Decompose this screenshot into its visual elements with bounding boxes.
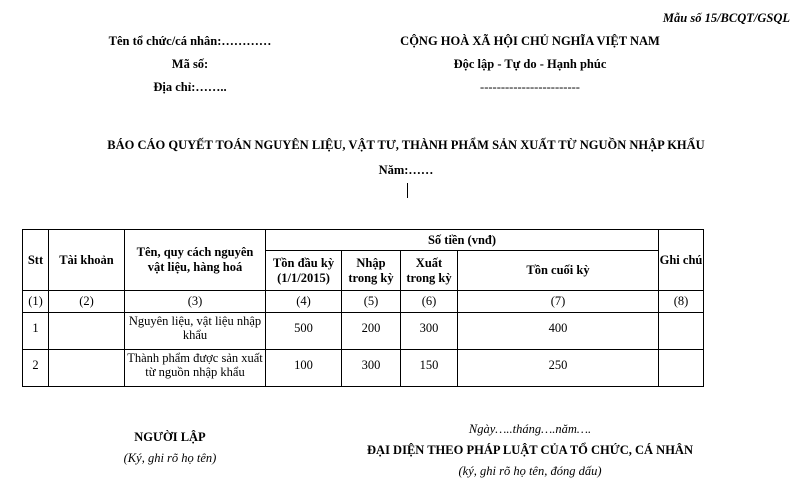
cell-closing: 400 (458, 313, 659, 350)
cell-item-name: Thành phẩm được sản xuất từ nguồn nhập khẩu (125, 350, 266, 387)
cell-account (49, 350, 125, 387)
header-amount-group: Số tiền (vnđ) (266, 230, 659, 251)
cell-stt: 2 (23, 350, 49, 387)
cell-imported: 300 (342, 350, 401, 387)
cell-exported: 150 (401, 350, 458, 387)
column-index-row (23, 291, 704, 313)
column-index: (1) (23, 291, 49, 313)
column-index: (5) (342, 291, 401, 313)
motto: Độc lập - Tự do - Hạnh phúc (453, 57, 607, 71)
column-index: (8) (659, 291, 704, 313)
header-item-name: Tên, quy cách nguyên vật liệu, hàng hoá (125, 230, 266, 291)
header-exported: Xuất trong kỳ (401, 251, 458, 291)
header-imported: Nhập trong kỳ (342, 251, 401, 291)
cell-item-name: Nguyên liệu, vật liệu nhập khẩu (125, 313, 266, 350)
preparer-title: NGƯỜI LẬP (134, 430, 206, 444)
nation-title: CỘNG HOÀ XÃ HỘI CHỦ NGHĨA VIỆT NAM (400, 34, 660, 48)
preparer-signature (100, 430, 240, 466)
column-index: (4) (266, 291, 342, 313)
header-separator: ------------------------ (480, 80, 580, 94)
column-index: (2) (49, 291, 125, 313)
form-code: Mẫu số 15/BCQT/GSQL (662, 11, 790, 25)
cell-account (49, 313, 125, 350)
header-note: Ghi chú (659, 230, 704, 291)
preparer-note: (Ký, ghi rõ họ tên) (123, 451, 217, 465)
address-label: Địa chỉ:…….. (153, 80, 227, 94)
cell-opening: 500 (266, 313, 342, 350)
header-opening: Tồn đầu kỳ (1/1/2015) (266, 251, 342, 291)
table-row (23, 313, 704, 350)
cell-imported: 200 (342, 313, 401, 350)
table-header-row (23, 230, 704, 251)
cell-opening: 100 (266, 350, 342, 387)
org-name-label: Tên tổ chức/cá nhân:………… (108, 34, 272, 48)
cell-exported: 300 (401, 313, 458, 350)
national-header (350, 33, 710, 102)
column-index: (7) (458, 291, 659, 313)
cell-note (659, 313, 704, 350)
report-title: BÁO CÁO QUYẾT TOÁN NGUYÊN LIỆU, VẬT TƯ, THÀNH PHẨM SẢN XUẤT TỪ NGUỒN NHẬP KHẨU (107, 138, 705, 152)
cell-stt: 1 (23, 313, 49, 350)
cell-closing: 250 (458, 350, 659, 387)
cell-note (659, 350, 704, 387)
representative-signature (340, 422, 720, 479)
date-line: Ngày…..tháng….năm…. (468, 422, 592, 436)
report-table (22, 229, 704, 387)
organization-info (60, 33, 320, 102)
tax-code-label: Mã số: (171, 57, 209, 71)
header-stt: Stt (23, 230, 49, 291)
header-account: Tài khoản (49, 230, 125, 291)
representative-title: ĐẠI DIỆN THEO PHÁP LUẬT CỦA TỔ CHỨC, CÁ NHÂN (367, 443, 693, 457)
table-row (23, 350, 704, 387)
representative-note: (ký, ghi rõ họ tên, đóng dấu) (458, 464, 602, 478)
header-closing: Tồn cuối kỳ (458, 251, 659, 291)
column-index: (6) (401, 291, 458, 313)
text-cursor (407, 183, 408, 198)
column-index: (3) (125, 291, 266, 313)
report-year: Năm:…… (378, 163, 434, 177)
